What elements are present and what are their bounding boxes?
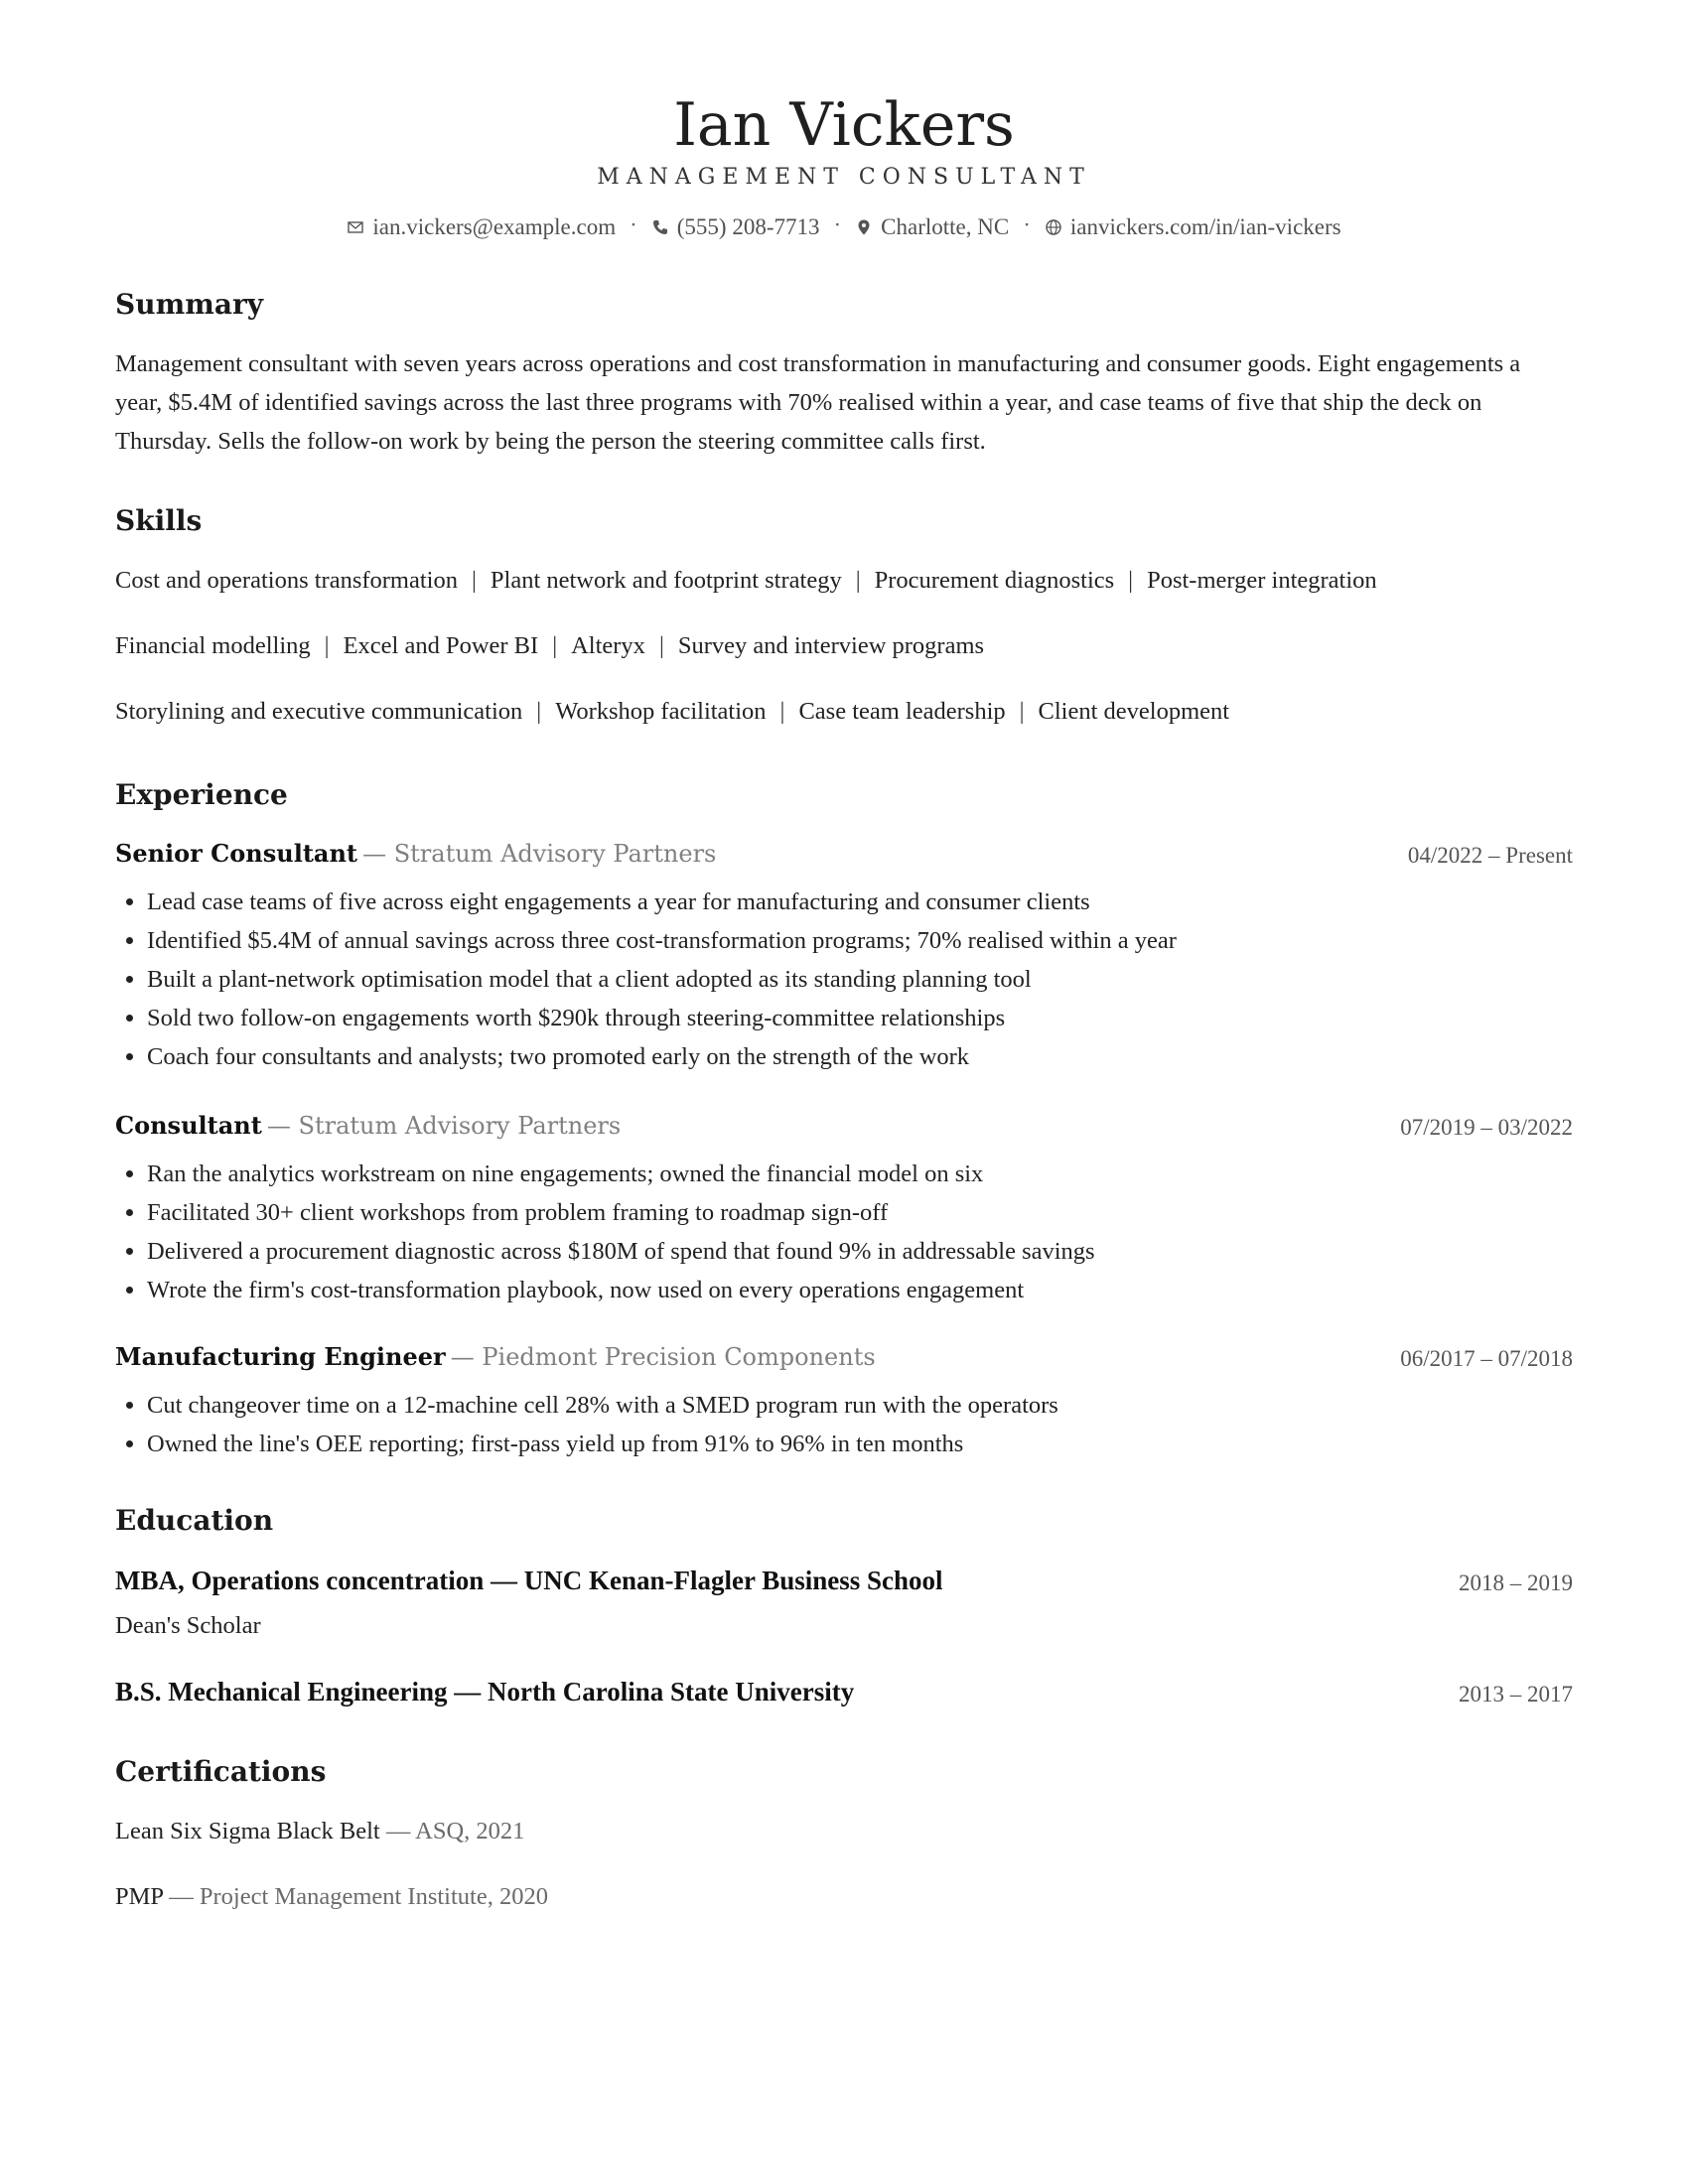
email-text: ian.vickers@example.com — [372, 213, 617, 239]
certification-issuer: — ASQ, 2021 — [385, 1818, 525, 1844]
job-company: — Stratum Advisory Partners — [362, 840, 717, 868]
skill-item: Plant network and footprint strategy — [490, 567, 842, 594]
phone-text: (555) 208-7713 — [676, 213, 820, 239]
degree-title: B.S. Mechanical Engineering — North Carolina State University — [115, 1677, 855, 1706]
skill-item: Procurement diagnostics — [874, 567, 1115, 594]
skills-heading: Skills — [115, 504, 203, 537]
phone-icon — [651, 218, 669, 236]
skill-separator: | — [855, 567, 861, 594]
certification-item — [115, 1883, 548, 1911]
contact-phone[interactable] — [651, 214, 820, 240]
degree-title: MBA, Operations concentration — UNC Kenan-Flagler Business School — [115, 1566, 943, 1595]
job-company: — Piedmont Precision Components — [450, 1343, 876, 1371]
skill-separator: | — [1128, 567, 1134, 594]
job-title: Manufacturing Engineer — [115, 1342, 446, 1371]
job-header — [115, 1342, 1573, 1376]
job-bullet: • Cut changeover time on a 12-machine cell 28% with a SMED program run with the operators — [147, 1386, 1557, 1425]
job-header — [115, 1111, 1573, 1145]
education-heading: Education — [115, 1504, 274, 1537]
summary-heading: Summary — [115, 288, 263, 321]
job-bullets — [115, 1386, 1557, 1463]
degree-dates: 2013 – 2017 — [1459, 1682, 1573, 1706]
contact-location — [855, 214, 1009, 240]
job-title: Senior Consultant — [115, 839, 357, 868]
job-dates: 07/2019 – 03/2022 — [1400, 1115, 1573, 1140]
certification-item — [115, 1818, 524, 1845]
job-bullet: • Coach four consultants and analysts; two promoted early on the strength of the work — [147, 1037, 1557, 1076]
job-bullet: • Ran the analytics workstream on nine engagements; owned the financial model on six — [147, 1155, 1557, 1193]
job-dates: 06/2017 – 07/2018 — [1400, 1346, 1573, 1371]
skill-separator: | — [658, 632, 664, 659]
contact-separator: · — [630, 212, 637, 237]
location-text: Charlotte, NC — [881, 213, 1010, 239]
skill-item: Post-merger integration — [1147, 567, 1377, 594]
contact-email[interactable] — [347, 214, 616, 240]
job-company: — Stratum Advisory Partners — [266, 1112, 622, 1140]
skill-separator: | — [1019, 698, 1025, 725]
contact-separator: · — [1023, 212, 1031, 237]
job-bullet: • Delivered a procurement diagnostic across $180M of spend that found 9% in addressable savings — [147, 1232, 1557, 1271]
job-bullet: • Wrote the firm's cost-transformation playbook, now used on every operations engagement — [147, 1271, 1557, 1309]
certification-issuer: — Project Management Institute, 2020 — [169, 1883, 548, 1910]
job-bullet: • Built a plant-network optimisation model that a client adopted as its standing planning tool — [147, 960, 1557, 999]
degree-note: Dean's Scholar — [115, 1612, 261, 1639]
website-link: ianvickers.com/in/ian-vickers — [1069, 213, 1341, 239]
skill-separator: | — [536, 698, 542, 725]
job-title: Consultant — [115, 1111, 262, 1140]
certification-name: PMP — [115, 1883, 164, 1910]
skill-item: Storylining and executive communication — [115, 698, 523, 725]
certifications-heading: Certifications — [115, 1755, 327, 1788]
location-pin-icon — [855, 218, 873, 236]
candidate-title: MANAGEMENT CONSULTANT — [597, 165, 1091, 190]
skill-item: Workshop facilitation — [555, 698, 767, 725]
skill-item: Survey and interview programs — [677, 632, 985, 659]
skills-row — [115, 632, 984, 660]
job-bullet: • Facilitated 30+ client workshops from problem framing to roadmap sign-off — [147, 1193, 1557, 1232]
job-header — [115, 839, 1573, 873]
job-bullet: • Lead case teams of five across eight engagements a year for manufacturing and consumer clients — [147, 883, 1557, 921]
skill-separator: | — [779, 698, 785, 725]
job-bullets — [115, 883, 1557, 1076]
contact-separator: · — [833, 212, 842, 237]
certification-name: Lean Six Sigma Black Belt — [115, 1818, 380, 1844]
job-bullets — [115, 1155, 1557, 1309]
job-bullet: • Identified $5.4M of annual savings across three cost-transformation programs; 70% realised within a year — [147, 921, 1557, 960]
contact-line — [115, 212, 1573, 240]
skill-item: Excel and Power BI — [343, 632, 539, 659]
skill-item: Financial modelling — [115, 632, 311, 659]
skill-item: Alteryx — [571, 632, 645, 659]
contact-website[interactable] — [1045, 214, 1341, 240]
skill-item: Client development — [1038, 698, 1230, 725]
job-dates: 04/2022 – Present — [1407, 843, 1573, 868]
candidate-name: Ian Vickers — [673, 90, 1015, 160]
skills-row — [115, 567, 1377, 595]
summary-text: Management consultant with seven years across operations and cost transformation in manufacturing and consumer goods. Eight engagements a year, $5.4M of identified savings across the last three programs with 70% realised within a year, and case teams of five that ship the deck on Thursday. Sells the follow-on work by being the person the steering committee calls first. — [115, 350, 1521, 455]
skill-separator: | — [552, 632, 558, 659]
skills-row — [115, 698, 1229, 726]
skill-separator: | — [324, 632, 330, 659]
skill-item: Cost and operations transformation — [115, 567, 458, 594]
globe-icon — [1045, 218, 1062, 236]
job-bullet: • Owned the line's OEE reporting; first-pass yield up from 91% to 96% in ten months — [147, 1425, 1557, 1463]
experience-heading: Experience — [115, 778, 288, 811]
mail-icon — [347, 218, 364, 236]
skill-separator: | — [471, 567, 477, 594]
degree-dates: 2018 – 2019 — [1459, 1570, 1573, 1595]
skill-item: Case team leadership — [798, 698, 1006, 725]
job-bullet: • Sold two follow-on engagements worth $290k through steering-committee relationships — [147, 999, 1557, 1037]
